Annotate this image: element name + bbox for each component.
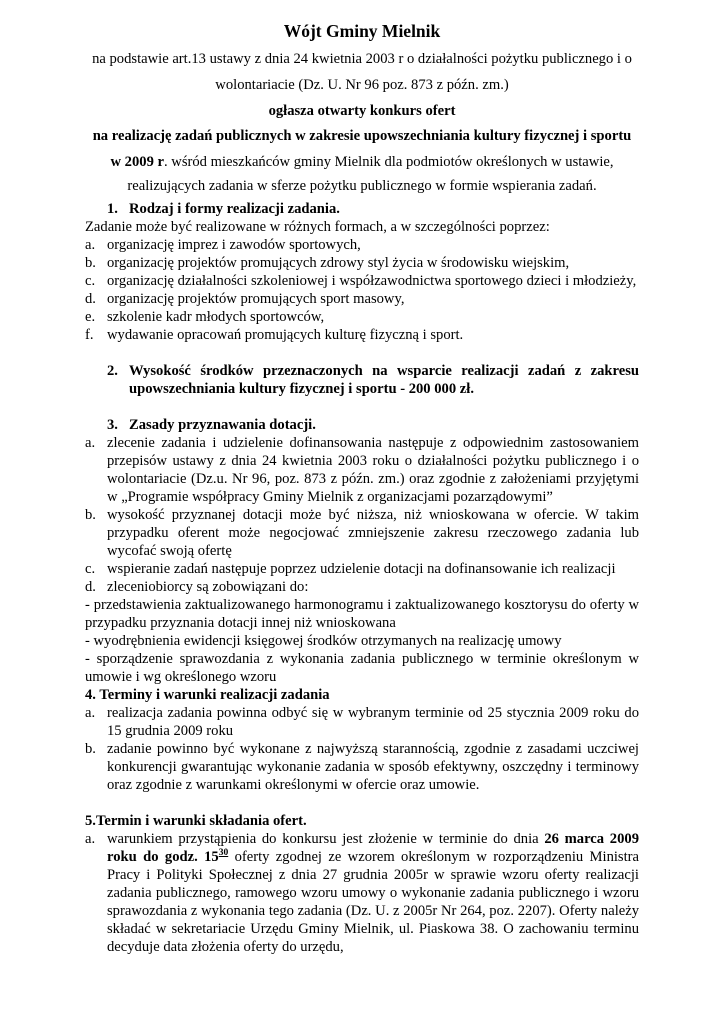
list-item-text: organizację projektów promujących zdrowy styl życia w środowisku wiejskim,: [107, 255, 570, 271]
year-line: [60, 153, 664, 171]
deadline-text: warunkiem przystąpienia do konkursu jest złożenie w terminie do dnia: [107, 831, 545, 847]
legal-basis-line-2: wolontariacie (Dz. U. Nr 96 poz. 873 z późn. zm.): [215, 77, 509, 93]
list-item-text: wspieranie zadań następuje poprzez udzielenie dotacji na dofinansowanie ich realizacji: [107, 561, 616, 577]
list-item: [85, 326, 639, 344]
list-item-label: a.: [85, 237, 96, 253]
list-item-label: f.: [85, 327, 94, 343]
list-item-text: wydawanie opracowań promujących kulturę fizyczną i sport.: [107, 327, 464, 343]
section-1-list: [85, 236, 639, 344]
section-4-list: [85, 704, 639, 794]
subject-line: na realizację zadań publicznych w zakresie upowszechniania kultury fizycznej i sportu: [92, 128, 632, 144]
list-item: [85, 290, 639, 308]
year-line-text: . wśród mieszkańców gminy Mielnik dla podmiotów określonych w ustawie,: [164, 154, 614, 170]
deadline-minutes: 30: [218, 848, 229, 858]
section-1-heading: [107, 200, 639, 218]
section-3-heading: [107, 416, 639, 434]
list-item: [85, 830, 639, 956]
section-3-list: [85, 434, 639, 596]
list-item: [85, 506, 639, 560]
section-number: 2.: [107, 363, 118, 379]
list-item-label: a.: [85, 705, 96, 721]
list-item-label: b.: [85, 255, 96, 271]
list-item-text: wysokość przyznanej dotacji może być niższa, niż wnioskowana w ofercie. W takim przypadku oferent może negocjować zmniejszenie zakresu rzeczowego zadania lub wycofać swoją ofertę: [107, 507, 639, 559]
list-item-text: organizację działalności szkoleniowej i współzawodnictwa sportowego dzieci i młodzieży,: [107, 273, 637, 289]
list-item-text: realizacja zadania powinna odbyć się w wybranym terminie od 25 stycznia 2009 roku do 15 grudnia 2009 roku: [107, 705, 639, 739]
list-item-label: c.: [85, 561, 96, 577]
list-item-label: e.: [85, 309, 96, 325]
document-body: [85, 200, 639, 956]
list-item: [85, 560, 639, 578]
list-item: [85, 272, 639, 290]
list-item-text: zadanie powinno być wykonane z najwyższą starannością, zgodnie z zasadami uczciwej konkurencji gwarantując wykonanie zadania w sposób efektywny, oszczędny i terminowy oraz zgodnie z warunkami określonymi w ofercie oraz umowie.: [107, 741, 639, 793]
section-title: Rodzaj i formy realizacji zadania.: [129, 201, 340, 217]
obligation-item: - przedstawienia zaktualizowanego harmonogramu i zaktualizowanego kosztorysu do oferty w przypadku przyznania dotacji innej niż wnioskowana: [85, 597, 639, 631]
list-item: [85, 308, 639, 326]
list-item-label: a.: [85, 831, 96, 847]
section-title: Zasady przyznawania dotacji.: [129, 417, 316, 433]
section-title: Wysokość środków przeznaczonych na wsparcie realizacji zadań z zakresu upowszechniania kultury fizycznej i sportu - 200 000 zł.: [129, 363, 639, 397]
deadline-date-text: 26 marca 2009 roku do godz. 15: [107, 831, 639, 865]
list-item: [85, 236, 639, 254]
obligation-item: - wyodrębnienia ewidencji księgowej środków otrzymanych na realizację umowy: [85, 633, 562, 649]
document-title: Wójt Gminy Mielnik: [283, 21, 441, 41]
scope-line: realizujących zadania w sferze pożytku publicznego w formie wspierania zadań.: [127, 178, 597, 194]
section-1-intro: Zadanie może być realizowane w różnych formach, a w szczególności poprzez:: [85, 219, 550, 235]
obligation-item: - sporządzenie sprawozdania z wykonania zadania publicznego w terminie określonym w umowie i wg określonego wzoru: [85, 651, 639, 685]
section-number: 3.: [107, 417, 118, 433]
submission-rules-text: oferty zgodnej ze wzorem określonym w rozporządzeniu Ministra Pracy i Polityki Społecznej z dnia 27 grudnia 2005r w sprawie wzoru oferty realizacji zadania publicznego, ramowego wzoru umowy o wykonanie zadania publicznego i wzoru sprawozdania z wykonania tego zadania (Dz. U. z 2005r Nr 264, poz. 2207). Oferty należy składać w sekretariacie Urzędu Gminy Mielnik, ul. Piaskowa 38. O zachowaniu terminu decyduje data złożenia oferty do urzędu,: [107, 849, 639, 955]
section-number: 1.: [107, 201, 118, 217]
list-item-text: organizację projektów promujących sport masowy,: [107, 291, 405, 307]
year-label: w 2009 r: [110, 154, 164, 170]
list-item-text: szkolenie kadr młodych sportowców,: [107, 309, 325, 325]
section-4-heading: 4. Terminy i warunki realizacji zadania: [85, 687, 330, 703]
list-item: [85, 704, 639, 740]
list-item: [85, 254, 639, 272]
list-item-label: b.: [85, 741, 96, 757]
legal-basis-line-1: na podstawie art.13 ustawy z dnia 24 kwietnia 2003 r o działalności pożytku publicznego i o: [92, 51, 632, 67]
list-item-label: b.: [85, 507, 96, 523]
list-item-label: c.: [85, 273, 96, 289]
list-item: [85, 434, 639, 506]
section-5-heading: 5.Termin i warunki składania ofert.: [85, 813, 307, 829]
obligations-list: [85, 596, 639, 686]
list-item-text: [107, 830, 639, 956]
list-item-text: zleceniobiorcy są zobowiązani do:: [107, 579, 309, 595]
list-item-text: organizację imprez i zawodów sportowych,: [107, 237, 361, 253]
announcement-line: ogłasza otwarty konkurs ofert: [268, 103, 456, 119]
list-item-text: zlecenie zadania i udzielenie dofinansowania następuje z odpowiednim zastosowaniem przepisów ustawy z dnia 24 kwietnia 2003 roku o działalności pożytku publicznego i o wolontariacie (Dz.u. Nr 96, poz. 873 z późn. zm.) oraz zgodnie z założeniami przyjętymi w „Programie współpracy Gminy Mielnik z organizacjami pozarządowymi”: [107, 435, 639, 505]
list-item-label: d.: [85, 291, 96, 307]
list-item-label: a.: [85, 435, 96, 451]
list-item-label: d.: [85, 579, 96, 595]
section-2-heading: [107, 362, 639, 398]
list-item: [85, 578, 639, 596]
list-item: [85, 740, 639, 794]
